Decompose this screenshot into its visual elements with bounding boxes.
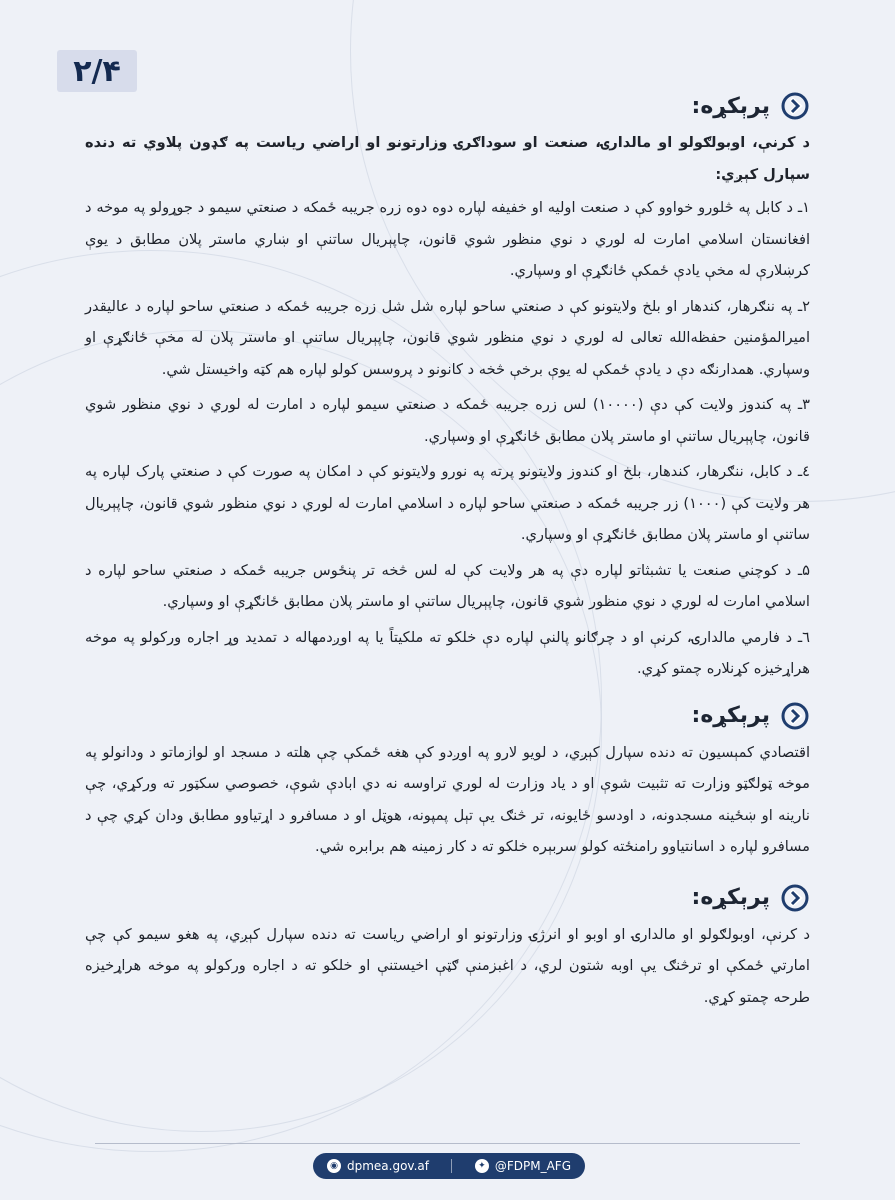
footer-separator [451, 1159, 452, 1173]
footer-divider [95, 1143, 800, 1144]
website-text: dpmea.gov.af [347, 1159, 429, 1173]
social-handle: @FDPM_AFG [494, 1159, 571, 1173]
decision-item-2: ۲ـ په ننګرهار، کندهار او بلخ ولايتونو کې د صنعتي ساحو لپاره شل شل زره جريبه ځمکه د صنعتي ساحو لپاره د عاليقدر اميرالمؤمنين حفظه‌الله تعالی له لوري د نوي منظور شوي قانون، چاپېريال ساتنې او ماستر پلان له مخې ځانګړې او وسپاري. همدارنګه دې د يادې ځمکې له يوې برخې څخه د کانونو د پروسس کولو لپاره هم کټه واخيستل شي. [85, 297, 810, 378]
section-heading [85, 85, 810, 127]
decision-item-3: ۳ـ په کندوز ولايت کې دې (۱۰۰۰۰) لس زره جريبه ځمکه د صنعتي سيمو لپاره د امارت له لوري د نوي منظور شوي قانون، چاپېريال ساتنې او ماستر پلان مطابق ځانګړې او وسپاري. [85, 396, 810, 445]
section-heading [85, 877, 810, 919]
decision-item-5: ۵ـ د کوچني صنعت يا تشبثاتو لپاره دې په هر ولايت کې له لس څخه تر پنځوس جريبه ځمکه د صنعتي ساحو لپاره د اسلامي امارت له لوري د نوي منظور شوي قانون، چاپېريال ساتنې او ماستر پلان مطابق ځانګړې او وسپاري. [85, 561, 810, 610]
decision-paragraph: اقتصادي کمېسيون ته دنده سپارل کېږي، د لويو لارو په اوږدو کې هغه ځمکې چې هلته د مسجد او لوازماتو د ودانولو په موخه ټولګټو وزارت ته تثبيت شوې او د ياد وزارت له لوري تراوسه نه دي ابادې شوې، خصوصي سکټور ته ورکړي، چې نارينه او ښځينه مسجدونه، د اودسو ځايونه، تر څنګ يې تېل پمپونه، هوټل او د مسافرو د اړتياوو مطابق ودان کړي چې د مسافرو لپاره د اسانتياوو رامنځته کولو سربېره خلکو ته د کار زمينه هم برابره شي. [85, 743, 810, 855]
chevron-bullet-icon [780, 91, 810, 121]
decision-paragraph: د کرنې، اوبولګولو او مالدارۍ او اوبو او انرژۍ وزارتونو او اراضي رياست ته دنده سپارل کېږي، په هغو سيمو کې چې امارتي ځمکې او ترڅنګ يې اوبه شتون لري، د اغبزمنې ګټې اخيستنې او خلکو ته د اجاره ورکولو په موخه هراړخيزه طرحه چمتو کړي. [85, 925, 810, 1006]
decision-section-2 [85, 695, 810, 863]
decision-section-1 [85, 85, 810, 685]
section-heading [85, 695, 810, 737]
section-title: پرېکړه: [691, 703, 770, 728]
section-title: پرېکړه: [691, 885, 770, 910]
decision-item-4: ٤ـ د کابل، ننګرهار، کندهار، بلخ او کندوز ولايتونو پرته په نورو ولايتونو کې د امکان په صورت کې د صنعتي پارک لپاره په هر ولايت کې (۱۰۰۰) زر جريبه ځمکه د صنعتي ساحو لپاره د اسلامي امارت له لوري د نوي منظور شوي قانون، چاپېريال ساتنې او ماستر پلان مطابق ځانګړې او وسپاري. [85, 463, 810, 543]
section-lead: د کرنې، اوبولګولو او مالدارۍ، صنعت او سوداګرۍ وزارتونو او اراضي ریاست په ګډون پلاوي ته دنده سپارل کېږي: [85, 134, 810, 183]
website-link[interactable] [327, 1159, 429, 1173]
decision-section-3 [85, 877, 810, 1014]
chevron-bullet-icon [780, 701, 810, 731]
document-body [85, 85, 810, 1017]
chevron-bullet-icon [780, 883, 810, 913]
footer-bar [313, 1153, 585, 1179]
section-title: پرېکړه: [691, 93, 770, 119]
page-number: ۲/۴ [73, 53, 121, 89]
twitter-icon: ✦ [475, 1159, 489, 1173]
decision-item-1: ۱ـ د کابل په څلورو خواوو کې د صنعت اوليه او خفيفه لپاره دوه دوه زره جريبه ځمکه د صنعتي سيمو د جوړولو په موخه د افغانستان اسلامي امارت له لوري د نوي منظور شوي قانون، چاپېريال ساتنې او ښاري ماستر پلان مطابق د يوې کرښلارې له مخې يادې ځمکې ځانګړې او وسپاري. [85, 199, 810, 279]
globe-icon: ◉ [327, 1159, 341, 1173]
social-link[interactable] [475, 1159, 571, 1173]
decision-item-6: ٦ـ د فارمي مالدارۍ، کرنې او د چرګانو پالنې لپاره دې خلکو ته ملکيتاً يا په اوږدمهاله د تمديد وړ اجاره ورکولو په موخه هراړخيزه کړنلاره چمتو کړي. [85, 628, 810, 677]
